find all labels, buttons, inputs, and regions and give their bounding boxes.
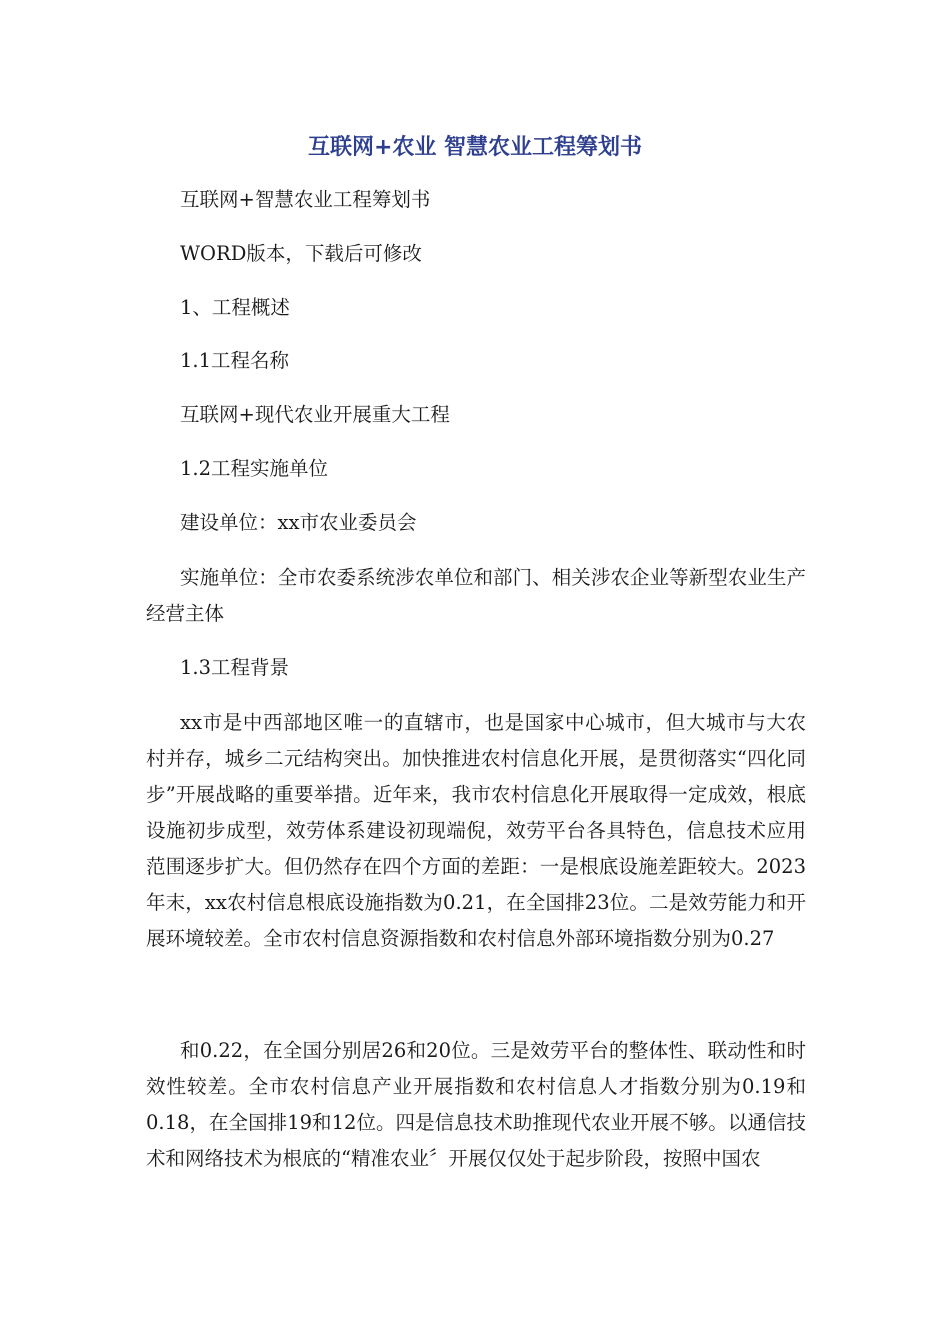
paragraph-subtitle: 互联网+智慧农业工程筹划书 — [180, 188, 431, 211]
heading-1-1: 1.1工程名称 — [180, 349, 290, 372]
paragraph-project-name: 互联网+现代农业开展重大工程 — [180, 403, 450, 426]
heading-section-1: 1、工程概述 — [180, 296, 290, 319]
heading-1-3: 1.3工程背景 — [180, 656, 290, 679]
paragraph-background-1: xx市是中西部地区唯一的直辖市，也是国家中心城市，但大城市与大农村并存，城乡二元结构突出。加快推进农村信息化开展，是贯彻落实“四化同步”开展战略的重要举措。近年来，我市农村信息化开展取得一定成效，根底设施初步成型，效劳体系建设初现端倪，效劳平台各具特色，信息技术应用范围逐步扩大。但仍然存在四个方面的差距：一是根底设施差距较大。2023年末，xx农村信息根底设施指数为0.21，在全国排23位。二是效劳能力和开展环境较差。全市农村信息资源指数和农村信息外部环境指数分别为0.27 — [146, 711, 806, 950]
paragraph-background-2: 和0.22，在全国分别居26和20位。三是效劳平台的整体性、联动性和时效性较差。全市农村信息产业开展指数和农村信息人才指数分别为0.19和0.18，在全国排19和12位。四是信息技术助推现代农业开展不够。以通信技术和网络技术为根底的“精准农业〞开展仅仅处于起步阶段，按照中国农 — [146, 1039, 806, 1170]
document-title: 互联网+农业 智慧农业工程筹划书 — [307, 135, 643, 160]
paragraph-implementing-unit: 实施单位：全市农委系统涉农单位和部门、相关涉农企业等新型农业生产经营主体 — [146, 566, 806, 625]
heading-1-2: 1.2工程实施单位 — [180, 457, 329, 480]
paragraph-word-note: WORD版本，下载后可修改 — [180, 242, 422, 265]
paragraph-construction-unit: 建设单位：xx市农业委员会 — [180, 511, 417, 534]
